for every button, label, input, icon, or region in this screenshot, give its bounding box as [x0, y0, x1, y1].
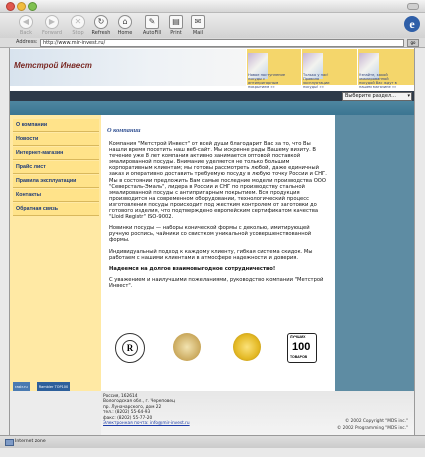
right-column [335, 115, 414, 391]
page-title: О компании [107, 127, 141, 134]
toolbar-toggle-button[interactable] [407, 3, 419, 10]
nav-item-about[interactable]: О компании [13, 119, 99, 132]
chevron-down-icon: ▾ [407, 93, 410, 99]
email-link[interactable]: Электронная почта: info@mir-invest.ru [103, 421, 190, 427]
address-line: факс: (8202) 55-77-20 [103, 415, 153, 421]
address-input[interactable]: http://www.mir-invest.ru/ [40, 39, 404, 47]
promo-text-1: Новое поступление посуды с антипригарным покрытием »» [248, 73, 286, 89]
counter-badges [13, 373, 72, 393]
site-logo[interactable]: Метстрой Инвест [14, 61, 92, 70]
browser-logo-icon: e [404, 16, 420, 32]
main-nav [13, 119, 99, 217]
nav-item-feedback[interactable]: Обратная связь [13, 203, 99, 216]
paragraph-new-products: Новинки посуды — наборы конической формы с деколью, имитирующей ручную роспись, чайники со свистком уникальной усовершенствованной формы. [109, 225, 312, 244]
nav-item-contacts[interactable]: Контакты [13, 189, 99, 202]
minimize-window-button[interactable] [17, 2, 26, 11]
forward-label: Forward [41, 30, 63, 36]
registered-mark: R [122, 340, 138, 356]
mail-label: Mail [192, 30, 204, 36]
best-goods-bottom-text: ТОВАРОВ [290, 355, 308, 359]
site-footer [10, 391, 414, 435]
back-arrow-icon: ◀ [19, 15, 33, 29]
nav-item-rules[interactable]: Правила эксплуатации [13, 175, 99, 188]
address-label: Address: [16, 39, 38, 45]
print-icon: ▤ [169, 15, 183, 29]
address-line: Вологодская обл., г. Череповец [103, 399, 175, 405]
back-button[interactable] [14, 15, 38, 36]
refresh-label: Refresh [91, 30, 111, 36]
window-bottom [0, 448, 425, 457]
status-bar [0, 435, 425, 448]
forward-arrow-icon: ▶ [45, 15, 59, 29]
print-label: Print [170, 30, 182, 36]
home-icon: ⌂ [118, 15, 132, 29]
certificates-row [115, 333, 325, 361]
promo-banner-3[interactable] [358, 49, 414, 89]
title-bar [0, 0, 425, 13]
web-page [9, 48, 415, 435]
back-label: Back [19, 30, 33, 36]
print-button[interactable] [164, 15, 188, 36]
home-button[interactable] [113, 15, 137, 36]
stop-button[interactable] [66, 15, 90, 36]
go-button[interactable]: go [407, 39, 419, 47]
refresh-button[interactable] [89, 15, 113, 36]
close-window-button[interactable] [6, 2, 15, 11]
mail-icon: ✉ [191, 15, 205, 29]
home-label: Home [117, 30, 133, 36]
content-body [109, 141, 329, 294]
status-text: Internet zone [15, 439, 46, 444]
rambler-badge[interactable]: Rambler TOP100 [37, 382, 71, 393]
address-bar [0, 38, 425, 48]
address-line: тел.: (8202) 55-64-93 [103, 410, 151, 416]
nav-item-news[interactable]: Новости [13, 133, 99, 146]
autofill-label: AutoFill [142, 30, 162, 36]
promo-banner-2[interactable] [302, 49, 357, 89]
zone-icon [5, 439, 14, 446]
paragraph-cooperation: Надеемся на долгое взаимовыгодное сотрудничество! [109, 265, 276, 272]
mail-button[interactable] [186, 15, 210, 36]
section-select[interactable] [342, 92, 412, 101]
stop-icon: ✕ [71, 15, 85, 29]
autofill-icon: ✎ [145, 15, 159, 29]
stop-label: Stop [72, 30, 84, 36]
copyright-line: © 2002 Copyright "MDS inc." [344, 419, 408, 424]
medal-icon [173, 333, 201, 361]
gold-medal-icon [233, 333, 261, 361]
best-goods-top-text: ЛУЧШИХ [290, 335, 306, 339]
nav-item-shop[interactable]: Интернет-магазин [13, 147, 99, 160]
rastr-badge[interactable]: rastr.ru [13, 382, 30, 393]
main-content [101, 115, 335, 391]
address-line: Россия, 162614 [103, 394, 138, 399]
promo-banner-1[interactable] [247, 49, 301, 89]
paragraph-approach: Индивидуальный подход к каждому клиенту, гибкая система скидок. Мы работаем с нашими клиентами в атмосфере надежности и доверия. [109, 248, 313, 261]
promo-text-2: Только у нас! Правила эксплуатации посуды! »» [303, 73, 330, 89]
browser-toolbar [0, 13, 425, 39]
contact-address [103, 394, 190, 426]
programming-line: © 2002 Programming "MDS inc." [337, 426, 408, 431]
promo-text-3: Узнайте, какой эмалированной посудой Вас ждут в нашем магазине »» [359, 73, 397, 89]
best-goods-icon [287, 333, 317, 363]
section-select-value: Выберите раздел... [345, 93, 396, 99]
paragraph-signature: С уважением и наилучшими пожеланиями, руководство компании "Метстрой Инвест". [109, 276, 324, 289]
blue-divider [10, 101, 414, 115]
best-goods-number: 100 [292, 341, 311, 353]
zoom-window-button[interactable] [28, 2, 37, 11]
nav-item-price[interactable]: Прайс лист [13, 161, 99, 174]
section-strip [10, 91, 414, 101]
left-sidebar [10, 115, 101, 391]
forward-button[interactable] [40, 15, 64, 36]
footer-left-panel [10, 391, 101, 435]
refresh-icon: ↻ [94, 15, 108, 29]
site-header [10, 48, 414, 91]
paragraph-intro: Компания "Метстрой Инвест" от всей души благодарит Вас за то, что Вы нашли время посетить наш веб-сайт. Мы искренне рады Вашему визиту. В течение уже 8 лет компания активно занимается оптовой поставкой эмалированной посуды. Внимание уделяется не только большим корпоративным клиентам; мы готовы рассмотреть любой, даже единичный заказ и оперативно доставить требуемую посуду в любую точку России и СНГ. Мы в состоянии предложить Вам самые последние модели производства ООО "Северсталь-Эмаль", лидера в России и СНГ по производству стальной эмалированной посуды с антипригарным покрытием. Вся продукция производится на современном оборудовании, технологический процесс изготовления посуды происходит под жестким контролем от заготовки до готового изделия, что подтверждено европейским сертификатом качества "Lloid Registr" ISO-9002. [109, 141, 327, 221]
address-line: пр. Луначарского, дом 22 [103, 404, 162, 410]
autofill-button[interactable] [140, 15, 164, 36]
logo-banner [10, 49, 246, 86]
registered-icon [115, 333, 145, 363]
